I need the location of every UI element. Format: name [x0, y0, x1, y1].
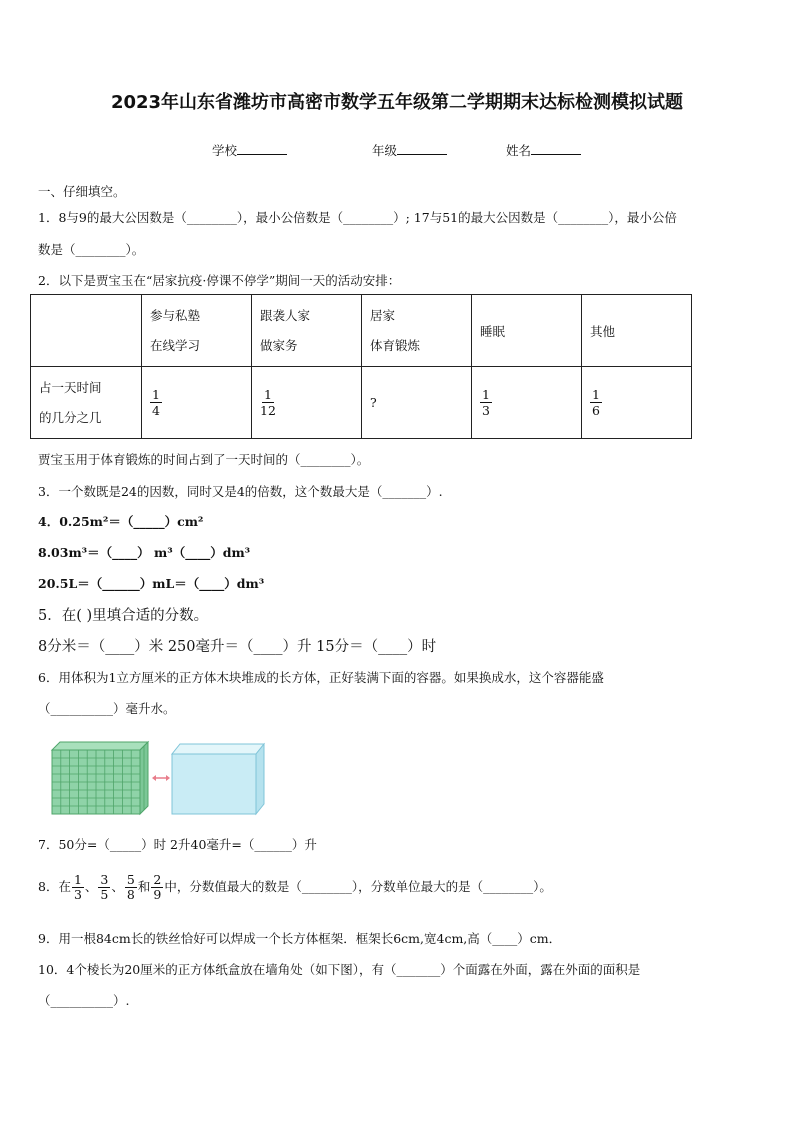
question-2-intro: 2．以下是贾宝玉在“居家抗疫·停课不停学”期间一天的活动安排： — [38, 273, 401, 288]
fraction: $\frac{1}{3}$ — [73, 872, 82, 902]
table-cell-unknown: ? — [362, 367, 472, 439]
question-7: 7．50分=（_____）时 2升40毫升=（______）升 — [38, 837, 317, 852]
name-field[interactable]: 姓名 — [506, 141, 581, 159]
question-1-line-1: 1．8与9的最大公因数是（________），最小公倍数是（________）; 17与51的最大公因数是（________），最小公倍 — [38, 210, 677, 225]
table-cell-fraction: $\frac{1}{4}$ — [142, 367, 252, 439]
question-6-line-1: 6．用体积为1立方厘米的正方体木块堆成的长方体，正好装满下面的容器。如果换成水，这个容器能盛 — [38, 670, 604, 685]
double-arrow-icon — [152, 775, 170, 781]
grade-field[interactable]: 年级 — [372, 141, 447, 159]
question-10-line-1: 10．4个棱长为20厘米的正方体纸盒放在墙角处（如下图），有（_______）个面露在外面，露在外面的面积是 — [38, 962, 641, 977]
question-2-question: 贾宝玉用于体育锻炼的时间占到了一天时间的（________）。 — [38, 452, 370, 467]
table-row — [31, 367, 692, 439]
question-8: 8．在 $\frac{1}{3}$ 、 $\frac{3}{5}$ 、 $\frac{5}{8}$ 和 $\frac{2}{9}$ 中，分数值最大的数是（________），分数单位最大的是（________）。 — [38, 872, 552, 902]
table-header-cell: 跟袭人家 做家务 — [252, 295, 362, 367]
question-5-line-1: 5．在( )里填合适的分数。 — [38, 608, 209, 624]
table-header-cell: 睡眠 — [472, 295, 582, 367]
question-1-line-2: 数是（________）。 — [38, 242, 145, 257]
table-corner-cell — [31, 295, 142, 367]
question-4-line-3: 20.5L＝（______）mL＝（____）dm³ — [38, 576, 265, 591]
section-heading: 一、仔细填空。 — [38, 184, 126, 199]
table-header-cell: 居家 体育锻炼 — [362, 295, 472, 367]
question-10-line-2: （__________）. — [38, 993, 130, 1008]
question-5-line-2: 8分米＝（____）米 250毫升＝（____）升 15分＝（____）时 — [38, 639, 437, 655]
table-header-cell: 其他 — [582, 295, 692, 367]
fraction: $\frac{2}{9}$ — [153, 872, 162, 902]
unit-cube-block — [52, 742, 148, 814]
question-9: 9．用一根84cm长的铁丝恰好可以焊成一个长方体框架．框架长6cm,宽4cm,高（____）cm． — [38, 931, 562, 946]
table-row-label: 占一天时间 的几分之几 — [31, 367, 142, 439]
schedule-table — [30, 294, 692, 439]
table-cell-fraction: $\frac{1}{6}$ — [582, 367, 692, 439]
question-6-line-2: （__________）毫升水。 — [38, 701, 176, 716]
fraction: $\frac{5}{8}$ — [126, 872, 135, 902]
empty-container-box — [172, 744, 264, 814]
fraction: $\frac{3}{5}$ — [100, 872, 109, 902]
table-header-cell: 参与私塾 在线学习 — [142, 295, 252, 367]
question-3: 3．一个数既是24的因数，同时又是4的倍数，这个数最大是（_______）. — [38, 484, 443, 499]
page-title: 2023年山东省潍坊市高密市数学五年级第二学期期末达标检测模拟试题 — [110, 92, 684, 113]
school-field[interactable]: 学校 — [212, 141, 287, 159]
table-header-row — [31, 295, 692, 367]
question-4-line-1: 4．0.25m²＝（_____）cm² — [38, 514, 204, 529]
table-cell-fraction: $\frac{1}{12}$ — [252, 367, 362, 439]
cube-container-figure — [44, 738, 274, 820]
table-cell-fraction: $\frac{1}{3}$ — [472, 367, 582, 439]
question-4-line-2: 8.03m³＝（____） m³（____）dm³ — [38, 545, 251, 560]
